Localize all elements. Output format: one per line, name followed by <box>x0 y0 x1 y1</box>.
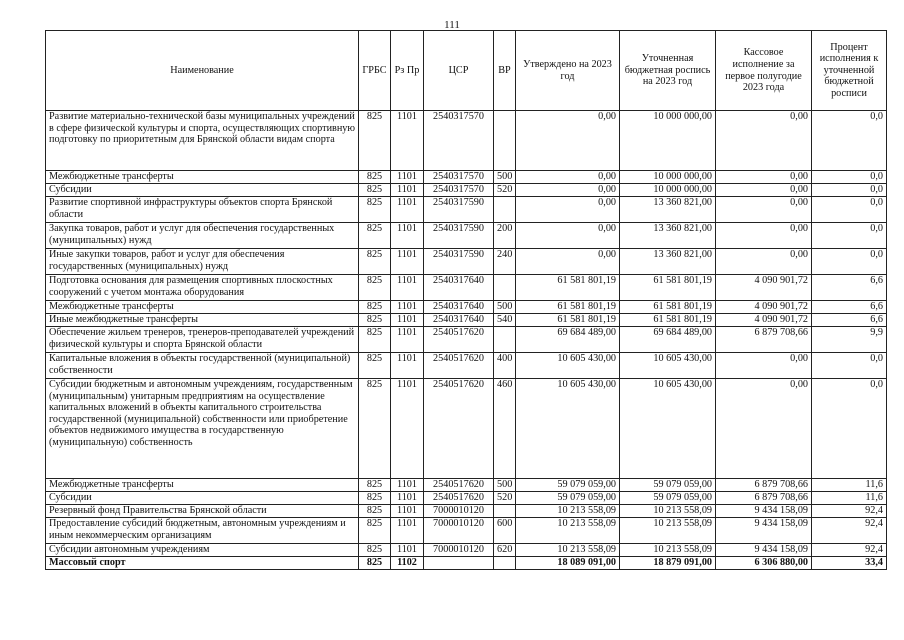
cell-rzpr: 1101 <box>391 518 424 544</box>
cell-vr <box>494 557 516 570</box>
cell-name: Субсидии <box>46 492 359 505</box>
header-name: Наименование <box>46 31 359 111</box>
cell-percent: 0,0 <box>812 223 887 249</box>
header-refined: Уточненная бюджетная роспись на 2023 год <box>620 31 716 111</box>
cell-cash: 9 434 158,09 <box>716 544 812 557</box>
cell-vr: 520 <box>494 184 516 197</box>
cell-grbs: 825 <box>359 301 391 314</box>
cell-csr: 2540517620 <box>424 379 494 479</box>
cell-csr: 2540317590 <box>424 197 494 223</box>
cell-approved: 10 213 558,09 <box>516 505 620 518</box>
cell-approved: 10 213 558,09 <box>516 544 620 557</box>
cell-csr: 2540317570 <box>424 184 494 197</box>
cell-percent: 33,4 <box>812 557 887 570</box>
cell-vr: 400 <box>494 353 516 379</box>
cell-csr: 7000010120 <box>424 518 494 544</box>
cell-grbs: 825 <box>359 518 391 544</box>
cell-refined: 61 581 801,19 <box>620 314 716 327</box>
page-number: 111 <box>444 19 460 31</box>
table-row <box>46 379 887 479</box>
cell-cash: 6 306 880,00 <box>716 557 812 570</box>
cell-cash: 4 090 901,72 <box>716 314 812 327</box>
cell-approved: 59 079 059,00 <box>516 479 620 492</box>
cell-approved: 18 089 091,00 <box>516 557 620 570</box>
cell-refined: 13 360 821,00 <box>620 197 716 223</box>
cell-name: Предоставление субсидий бюджетным, автономным учреждениям и иным некоммерческим организациям <box>46 518 359 544</box>
cell-csr: 2540517620 <box>424 479 494 492</box>
cell-percent: 11,6 <box>812 479 887 492</box>
cell-vr <box>494 327 516 353</box>
cell-name: Межбюджетные трансферты <box>46 171 359 184</box>
cell-rzpr: 1101 <box>391 544 424 557</box>
cell-grbs: 825 <box>359 544 391 557</box>
cell-cash: 0,00 <box>716 249 812 275</box>
cell-rzpr: 1101 <box>391 249 424 275</box>
cell-approved: 61 581 801,19 <box>516 314 620 327</box>
cell-vr: 500 <box>494 301 516 314</box>
cell-approved: 0,00 <box>516 171 620 184</box>
cell-csr: 2540317640 <box>424 314 494 327</box>
cell-vr <box>494 275 516 301</box>
cell-cash: 0,00 <box>716 353 812 379</box>
cell-percent: 0,0 <box>812 353 887 379</box>
cell-name: Капитальные вложения в объекты государственной (муниципальной) собственности <box>46 353 359 379</box>
cell-refined: 10 000 000,00 <box>620 171 716 184</box>
cell-cash: 0,00 <box>716 171 812 184</box>
table-row <box>46 518 887 544</box>
table-header-row <box>46 31 887 111</box>
cell-csr: 2540317640 <box>424 275 494 301</box>
cell-approved: 0,00 <box>516 249 620 275</box>
table-row <box>46 301 887 314</box>
cell-csr: 2540517620 <box>424 353 494 379</box>
cell-csr: 2540317640 <box>424 301 494 314</box>
cell-cash: 9 434 158,09 <box>716 518 812 544</box>
cell-cash: 0,00 <box>716 379 812 479</box>
cell-cash: 0,00 <box>716 111 812 171</box>
cell-percent: 92,4 <box>812 505 887 518</box>
cell-csr: 2540317570 <box>424 111 494 171</box>
cell-approved: 10 605 430,00 <box>516 379 620 479</box>
table-row <box>46 171 887 184</box>
cell-rzpr: 1101 <box>391 314 424 327</box>
cell-grbs: 825 <box>359 327 391 353</box>
cell-csr: 2540317590 <box>424 223 494 249</box>
cell-rzpr: 1101 <box>391 275 424 301</box>
cell-name: Субсидии бюджетным и автономным учреждениям, государственным (муниципальным) унитарным предприятиям на осуществление капитальных вложений в объекты капитального строительства государственной (муниципальной) собственности или приобретение объектов недвижимого имущества в государственную (муниципальную) собственность <box>46 379 359 479</box>
cell-csr: 7000010120 <box>424 505 494 518</box>
cell-cash: 4 090 901,72 <box>716 275 812 301</box>
cell-rzpr: 1101 <box>391 327 424 353</box>
table-row <box>46 249 887 275</box>
table-row <box>46 184 887 197</box>
cell-refined: 13 360 821,00 <box>620 249 716 275</box>
header-approved: Утверждено на 2023 год <box>516 31 620 111</box>
cell-refined: 10 605 430,00 <box>620 353 716 379</box>
cell-refined: 10 000 000,00 <box>620 184 716 197</box>
cell-percent: 9,9 <box>812 327 887 353</box>
cell-csr: 7000010120 <box>424 544 494 557</box>
cell-refined: 61 581 801,19 <box>620 301 716 314</box>
cell-vr: 500 <box>494 479 516 492</box>
cell-vr <box>494 505 516 518</box>
cell-rzpr: 1101 <box>391 111 424 171</box>
cell-grbs: 825 <box>359 223 391 249</box>
cell-name: Массовый спорт <box>46 557 359 570</box>
cell-percent: 0,0 <box>812 111 887 171</box>
cell-refined: 10 605 430,00 <box>620 379 716 479</box>
table-row <box>46 275 887 301</box>
table-row <box>46 505 887 518</box>
cell-approved: 0,00 <box>516 223 620 249</box>
cell-grbs: 825 <box>359 492 391 505</box>
cell-refined: 10 213 558,09 <box>620 544 716 557</box>
cell-approved: 61 581 801,19 <box>516 275 620 301</box>
cell-grbs: 825 <box>359 505 391 518</box>
header-grbs: ГРБС <box>359 31 391 111</box>
cell-approved: 0,00 <box>516 197 620 223</box>
cell-name: Подготовка основания для размещения спортивных плоскостных сооружений с учетом монтажа оборудования <box>46 275 359 301</box>
cell-refined: 13 360 821,00 <box>620 223 716 249</box>
table-row <box>46 479 887 492</box>
budget-execution-table <box>45 30 887 570</box>
cell-cash: 0,00 <box>716 197 812 223</box>
cell-refined: 10 213 558,09 <box>620 505 716 518</box>
cell-cash: 9 434 158,09 <box>716 505 812 518</box>
cell-rzpr: 1101 <box>391 197 424 223</box>
table-row <box>46 544 887 557</box>
cell-rzpr: 1101 <box>391 171 424 184</box>
cell-name: Резервный фонд Правительства Брянской области <box>46 505 359 518</box>
cell-grbs: 825 <box>359 314 391 327</box>
cell-percent: 6,6 <box>812 301 887 314</box>
cell-percent: 0,0 <box>812 379 887 479</box>
cell-vr <box>494 111 516 171</box>
table-row <box>46 492 887 505</box>
header-percent: Процент исполнения к уточненной бюджетной росписи <box>812 31 887 111</box>
cell-csr: 2540517620 <box>424 327 494 353</box>
cell-grbs: 825 <box>359 171 391 184</box>
cell-rzpr: 1101 <box>391 184 424 197</box>
cell-approved: 10 213 558,09 <box>516 518 620 544</box>
cell-name: Межбюджетные трансферты <box>46 479 359 492</box>
header-rzpr: Рз Пр <box>391 31 424 111</box>
cell-percent: 0,0 <box>812 171 887 184</box>
cell-name: Иные закупки товаров, работ и услуг для обеспечения государственных (муниципальных) нужд <box>46 249 359 275</box>
cell-approved: 61 581 801,19 <box>516 301 620 314</box>
cell-cash: 4 090 901,72 <box>716 301 812 314</box>
cell-cash: 0,00 <box>716 184 812 197</box>
cell-percent: 0,0 <box>812 184 887 197</box>
table-row <box>46 353 887 379</box>
cell-grbs: 825 <box>359 184 391 197</box>
cell-vr: 200 <box>494 223 516 249</box>
table-row <box>46 197 887 223</box>
cell-name: Развитие спортивной инфраструктуры объектов спорта Брянской области <box>46 197 359 223</box>
cell-grbs: 825 <box>359 379 391 479</box>
cell-approved: 59 079 059,00 <box>516 492 620 505</box>
cell-grbs: 825 <box>359 353 391 379</box>
cell-percent: 6,6 <box>812 275 887 301</box>
cell-cash: 6 879 708,66 <box>716 492 812 505</box>
cell-grbs: 825 <box>359 249 391 275</box>
cell-rzpr: 1101 <box>391 479 424 492</box>
cell-percent: 6,6 <box>812 314 887 327</box>
cell-refined: 59 079 059,00 <box>620 492 716 505</box>
cell-cash: 0,00 <box>716 223 812 249</box>
cell-csr: 2540317590 <box>424 249 494 275</box>
table-row <box>46 111 887 171</box>
cell-percent: 11,6 <box>812 492 887 505</box>
cell-vr: 540 <box>494 314 516 327</box>
cell-refined: 10 000 000,00 <box>620 111 716 171</box>
cell-approved: 69 684 489,00 <box>516 327 620 353</box>
cell-vr: 460 <box>494 379 516 479</box>
cell-approved: 10 605 430,00 <box>516 353 620 379</box>
cell-grbs: 825 <box>359 111 391 171</box>
cell-refined: 59 079 059,00 <box>620 479 716 492</box>
cell-name: Субсидии <box>46 184 359 197</box>
cell-name: Иные межбюджетные трансферты <box>46 314 359 327</box>
cell-rzpr: 1101 <box>391 301 424 314</box>
cell-name: Закупка товаров, работ и услуг для обеспечения государственных (муниципальных) нужд <box>46 223 359 249</box>
cell-approved: 0,00 <box>516 184 620 197</box>
cell-approved: 0,00 <box>516 111 620 171</box>
cell-csr: 2540317570 <box>424 171 494 184</box>
table-body <box>46 111 887 570</box>
cell-rzpr: 1101 <box>391 353 424 379</box>
cell-percent: 0,0 <box>812 197 887 223</box>
cell-vr: 500 <box>494 171 516 184</box>
cell-refined: 61 581 801,19 <box>620 275 716 301</box>
cell-grbs: 825 <box>359 557 391 570</box>
cell-grbs: 825 <box>359 197 391 223</box>
cell-name: Развитие материально-технической базы муниципальных учреждений в сфере физической культуры и спорта, осуществляющих спортивную подготовку по приоритетным для Брянской области видам спорта <box>46 111 359 171</box>
cell-vr: 520 <box>494 492 516 505</box>
cell-refined: 69 684 489,00 <box>620 327 716 353</box>
cell-rzpr: 1101 <box>391 505 424 518</box>
table-row <box>46 327 887 353</box>
cell-rzpr: 1101 <box>391 492 424 505</box>
cell-vr: 240 <box>494 249 516 275</box>
cell-grbs: 825 <box>359 479 391 492</box>
cell-cash: 6 879 708,66 <box>716 479 812 492</box>
header-csr: ЦСР <box>424 31 494 111</box>
cell-rzpr: 1101 <box>391 223 424 249</box>
cell-percent: 0,0 <box>812 249 887 275</box>
header-cash: Кассовое исполнение за первое полугодие 2023 года <box>716 31 812 111</box>
cell-name: Обеспечение жильем тренеров, тренеров-преподавателей учреждений физической культуры и спорта Брянской области <box>46 327 359 353</box>
cell-percent: 92,4 <box>812 518 887 544</box>
cell-name: Межбюджетные трансферты <box>46 301 359 314</box>
header-vr: ВР <box>494 31 516 111</box>
cell-cash: 6 879 708,66 <box>716 327 812 353</box>
cell-csr <box>424 557 494 570</box>
cell-csr: 2540517620 <box>424 492 494 505</box>
cell-percent: 92,4 <box>812 544 887 557</box>
cell-refined: 10 213 558,09 <box>620 518 716 544</box>
cell-vr: 620 <box>494 544 516 557</box>
cell-rzpr: 1101 <box>391 379 424 479</box>
cell-refined: 18 879 091,00 <box>620 557 716 570</box>
cell-vr: 600 <box>494 518 516 544</box>
table-row <box>46 557 887 570</box>
cell-name: Субсидии автономным учреждениям <box>46 544 359 557</box>
cell-rzpr: 1102 <box>391 557 424 570</box>
table-row <box>46 223 887 249</box>
table-row <box>46 314 887 327</box>
cell-vr <box>494 197 516 223</box>
cell-grbs: 825 <box>359 275 391 301</box>
